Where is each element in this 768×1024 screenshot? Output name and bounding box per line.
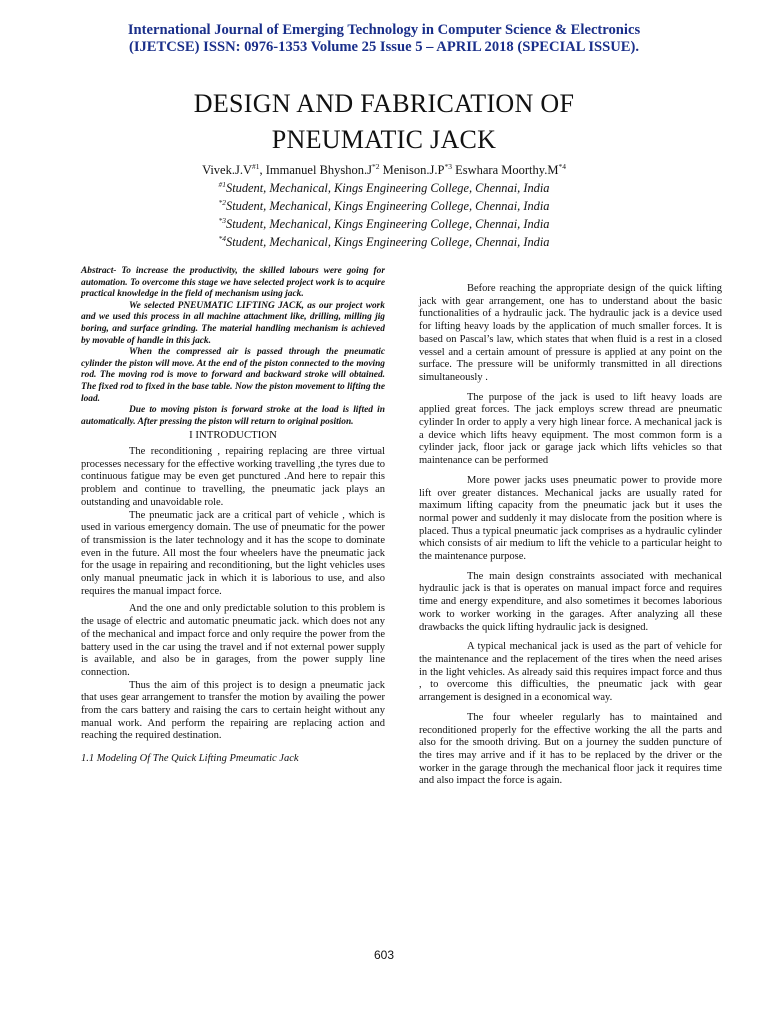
affiliation-text: Student, Mechanical, Kings Engineering College, Chennai, India bbox=[226, 199, 550, 213]
author-name: Menison.J.P bbox=[382, 163, 445, 177]
journal-header bbox=[0, 22, 768, 56]
abstract-paragraph: When the compressed air is passed through the pneumatic cylinder the piston will move. At the end of the piston connected to the moving rod. The moving rod is move to forward and backward stroke will obtained. The fixed rod to fixed in the base table. Now the piston movement to lifting the load. bbox=[81, 347, 385, 404]
author-name: Vivek.J.V bbox=[202, 163, 253, 177]
body-paragraph: And the one and only predictable solution to this problem is the usage of electric and automatic pneumatic jack. which does not any of the mechanical and impact force and only require the power from the battery used in the car using the travel and if not external power supply is available, and also be in garages, from the power supply line connection. bbox=[81, 603, 385, 678]
abstract-paragraph: Abstract- To increase the productivity, the skilled labours were going for automation. To overcome this stage we have selected project work is to acquire practical knowledge in the field of mechanism using jack. bbox=[81, 266, 385, 300]
affiliation-mark: *3 bbox=[218, 216, 226, 225]
author-list: $Vivek.J.V^{\#1}$, Immanuel $Bhyshon.J^{*2}$ $Menison.J.P^{*3}$ Eswhara $Moorthy.M^{*4}$ bbox=[202, 162, 566, 177]
body-paragraph: Before reaching the appropriate design of the quick lifting jack with gear arrangement, one has to understand about the basic functionalities of a hydraulic jack. The hydraulic jack is a device used for lifting heavy loads by the application of much smaller forces. It is based on Pascal’s law, which states that when fluid is a rest in a closed vessel and a certain amount of pressure is applied at any point on the surface. The pressure will be uniformly transmitted in all directions simultaneously . bbox=[419, 283, 722, 383]
left-column bbox=[81, 266, 385, 766]
section-heading-introduction: I INTRODUCTION bbox=[189, 429, 277, 442]
journal-name: International Journal of Emerging Technology in Computer Science & Electronics bbox=[127, 22, 641, 38]
paper-title-line-2: PNEUMATIC JACK bbox=[271, 125, 497, 154]
journal-issue: (IJETCSE) ISSN: 0976-1353 Volume 25 Issue 5 – APRIL 2018 (SPECIAL ISSUE). bbox=[128, 39, 640, 55]
author-mark: *4 bbox=[558, 162, 566, 171]
affiliation bbox=[0, 198, 768, 214]
subsection-heading: 1.1 Modeling Of The Quick Lifting Pmeumatic Jack bbox=[81, 753, 299, 765]
affiliation bbox=[0, 180, 768, 196]
body-paragraph: The main design constraints associated with mechanical hydraulic jack is that is operates on manual impact force and requires time and energy expenditure, and also sometimes it becomes laborious work to worker working in the garages. After analyzing all these drawbacks the quick lifting hydraulic jack is designed. bbox=[419, 570, 722, 633]
page-number: 603 bbox=[373, 948, 395, 962]
paper-title-line-1: DESIGN AND FABRICATION OF bbox=[193, 89, 575, 118]
author-name: Eswhara Moorthy.M bbox=[455, 163, 559, 177]
affiliation-text: Student, Mechanical, Kings Engineering College, Chennai, India bbox=[226, 217, 550, 231]
body-paragraph: The reconditioning , repairing replacing are three virtual processes necessary for the effective working travelling ,the tyres due to continuous fatigue may be even get punctured .And here to repair this problem and continue to travelling, the pneumatic jack plays an outstanding and unavoidable role. bbox=[81, 446, 385, 508]
affiliation bbox=[0, 234, 768, 250]
right-column bbox=[419, 283, 722, 788]
affiliation-mark: *4 bbox=[218, 234, 226, 243]
body-paragraph: More power jacks uses pneumatic power to provide more lift over greater distances. Mechanical jacks are usually rated for maximum lifting capacity from the pneumatic jack but it uses the normal power and suddenly it may dislocate from the position where is placed. Thus a typical pneumatic jack comprises as a hydraulic cylinder which consists of air medium to lift the vehicle to a particular height to the maintenance purpose. bbox=[419, 474, 722, 563]
body-paragraph: Thus the aim of this project is to design a pneumatic jack that uses gear arrangement to transfer the motion by availing the power from the cars battery and raising the cars to certain height without any manual work. And perform the repairing are replacing action and reaching the required destination. bbox=[81, 679, 385, 742]
affiliation-mark: *2 bbox=[218, 198, 226, 207]
body-paragraph: The pneumatic jack are a critical part of vehicle , which is used in various emergency domain. The use of pneumatic for the power of transmission is the later technology and it has the scope to dominate even in the future. All most the four wheelers have the pneumatic jack for the usage in repairing and reconditioning, but the light vehicles uses only manual pneumatic jack in which it is laborious to use, and also requires the manual impact force. bbox=[81, 509, 385, 597]
body-paragraph: The purpose of the jack is used to lift heavy loads are applied great forces. The jack employs screw thread are pneumatic cylinder In order to apply a very high linear force. A mechanical jack is a device which lifts heavy equipment. The most common form is a cylinder jack, floor jack or garage jack which lifts vehicles so that maintenance can be performed bbox=[419, 391, 722, 467]
abstract-paragraph: Due to moving piston is forward stroke at the load is lifted in automatically. After pressing the piston will return to original position. bbox=[81, 405, 385, 427]
paper-title bbox=[0, 86, 768, 158]
abstract-paragraph: We selected PNEUMATIC LIFTING JACK, as our project work and we used this process in all machine attachment like, drilling, milling jig boring, and surface grinding. The material handling mechanism is achieved by movable of handle in this jack. bbox=[81, 300, 385, 346]
affiliation bbox=[0, 216, 768, 232]
body-paragraph: The four wheeler regularly has to maintained and reconditioned properly for the effective working the all the parts and also for the smooth driving. But on a journey the sudden puncture of the tires may arrive and if it has to be replaced by the driver or the worker in the garage through the mechanical floor jack it requires time and also impact the force is again. bbox=[419, 711, 722, 787]
author-mark: *2 bbox=[372, 162, 380, 171]
affiliation-text: Student, Mechanical, Kings Engineering College, Chennai, India bbox=[226, 235, 550, 249]
author-mark: *3 bbox=[444, 162, 452, 171]
affiliation-mark: #1 bbox=[218, 180, 226, 189]
abstract bbox=[81, 266, 385, 428]
author-name: Immanuel Bhyshon.J bbox=[265, 163, 373, 177]
affiliation-text: Student, Mechanical, Kings Engineering College, Chennai, India bbox=[226, 181, 550, 195]
author-mark: #1 bbox=[252, 162, 260, 171]
body-paragraph: A typical mechanical jack is used as the part of vehicle for the maintenance and the replacement of the tires when the need arises in the light vehicles. As already said this requires impact force and thus , to overcome this difficulties, the pneumatic jack with gear arrangement is designed in a economical way. bbox=[419, 641, 722, 704]
